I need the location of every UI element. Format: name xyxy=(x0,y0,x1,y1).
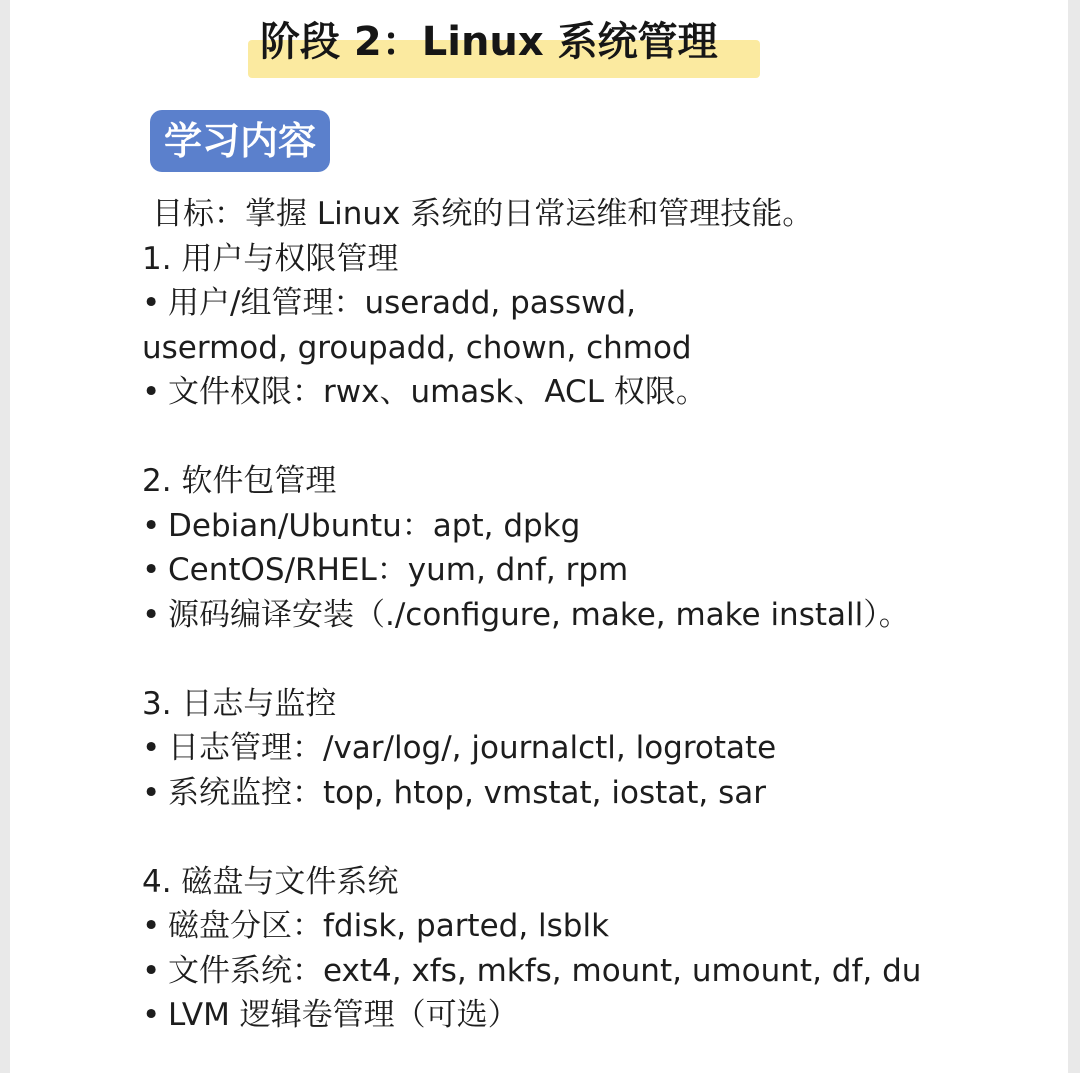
bullet-text: 文件系统：ext4, xfs, mkfs, mount, umount, df, du xyxy=(168,952,922,989)
bullet-item xyxy=(142,593,1042,638)
page-title: 阶段 2：Linux 系统管理 xyxy=(260,19,718,65)
bullet-text: LVM 逻辑卷管理（可选） xyxy=(168,997,519,1033)
section-heading: 1. 用户与权限管理 xyxy=(142,240,399,277)
bullet-item xyxy=(142,726,1042,771)
bullet-icon: • xyxy=(142,596,161,633)
bullet-text: 用户/组管理：useradd, passwd, xyxy=(168,285,636,321)
bullet-text: 日志管理：/var/log/, journalctl, logrotate xyxy=(168,730,777,766)
bullet-icon: • xyxy=(142,952,161,989)
bullet-text: Debian/Ubuntu：apt, dpkg xyxy=(168,507,581,544)
bullet-text: 文件权限：rwx、umask、ACL 权限。 xyxy=(168,374,707,410)
section-heading: 2. 软件包管理 xyxy=(142,463,337,499)
bullet-item xyxy=(142,993,1042,1038)
section-spacer xyxy=(142,815,1042,860)
bullet-item xyxy=(142,281,1042,326)
goal-text: 目标：掌握 Linux 系统的日常运维和管理技能。 xyxy=(152,196,814,232)
continuation-line: usermod, groupadd, chown, chmod xyxy=(142,329,692,366)
bullet-icon: • xyxy=(142,374,161,410)
bullet-text: 磁盘分区：fdisk, parted, lsblk xyxy=(168,908,610,944)
bullet-item xyxy=(142,904,1042,949)
bullet-icon: • xyxy=(142,285,161,321)
section-badge: 学习内容 xyxy=(150,110,330,172)
bullet-item xyxy=(142,504,1042,549)
section-spacer xyxy=(142,637,1042,682)
bullet-icon: • xyxy=(142,507,161,544)
bullet-item xyxy=(142,548,1042,593)
section-heading: 3. 日志与监控 xyxy=(142,685,337,722)
bullet-icon: • xyxy=(142,730,161,766)
bullet-icon: • xyxy=(142,774,161,811)
bullet-item xyxy=(142,771,1042,816)
content-body xyxy=(142,192,1042,1038)
bullet-icon: • xyxy=(142,997,161,1033)
bullet-text: 源码编译安装（./configure, make, make install）。 xyxy=(168,596,910,633)
bullet-item xyxy=(142,949,1042,994)
bullet-icon: • xyxy=(142,908,161,944)
title-block xyxy=(248,14,718,70)
section-spacer xyxy=(142,415,1042,460)
bullet-text: 系统监控：top, htop, vmstat, iostat, sar xyxy=(168,774,767,811)
bullet-text: CentOS/RHEL：yum, dnf, rpm xyxy=(168,552,629,588)
bullet-item xyxy=(142,370,1042,415)
bullet-icon: • xyxy=(142,552,161,588)
section-heading: 4. 磁盘与文件系统 xyxy=(142,863,399,900)
